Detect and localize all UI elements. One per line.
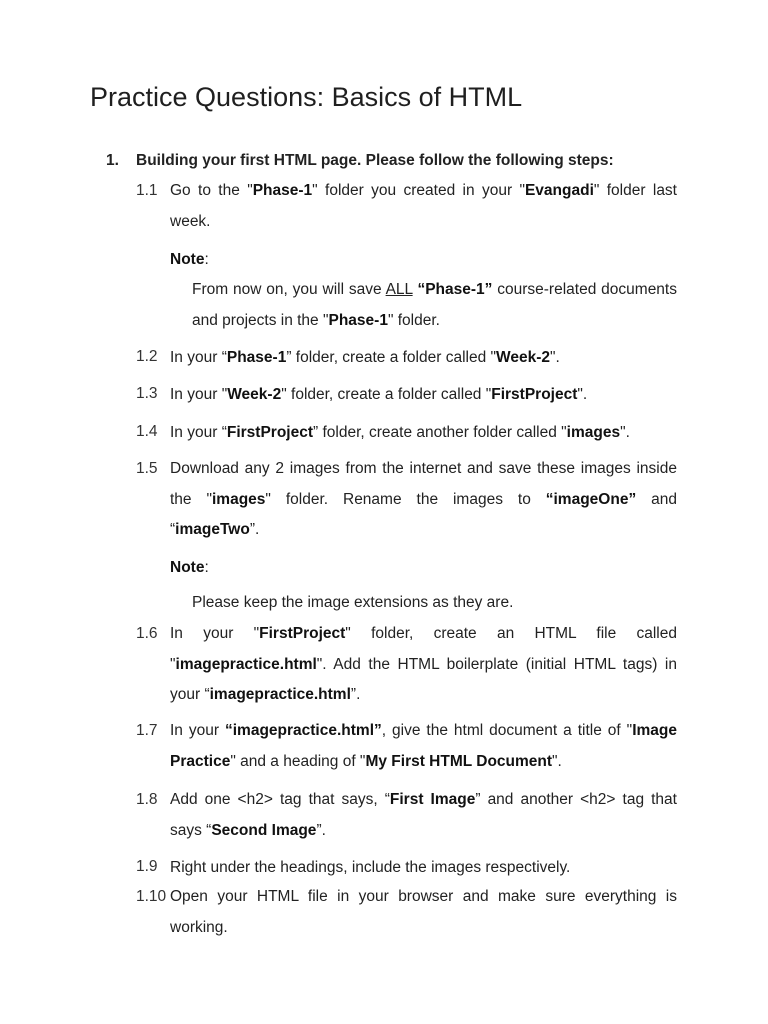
step-text: In your "Week-2" folder, create a folder called "FirstProject". [170, 386, 588, 403]
step-text: Add one <h2> tag that says, “First Image” and another <h2> tag that says “Second Image”. [170, 791, 677, 839]
step-number: 1.8 [136, 791, 158, 808]
note-label: Note: [170, 559, 209, 576]
question-number: 1. [106, 152, 119, 169]
step-number: 1.3 [136, 385, 158, 402]
note-label: Note: [170, 251, 209, 268]
step-number: 1.2 [136, 348, 158, 365]
step-text: In your “imagepractice.html”, give the html document a title of "Image Practice" and a heading of "My First HTML Document". [170, 722, 677, 770]
step-number: 1.4 [136, 423, 158, 440]
step-text: Download any 2 images from the internet and save these images inside the "images" folder. Rename the images to “imageOne” and “imageTwo”. [170, 460, 677, 538]
step-text: Open your HTML file in your browser and make sure everything is working. [170, 888, 677, 936]
step-text: In your “Phase-1” folder, create a folder called "Week-2". [170, 349, 560, 366]
step-text: Right under the headings, include the images respectively. [170, 859, 571, 876]
step-text: Go to the "Phase-1" folder you created in your "Evangadi" folder last week. [170, 182, 677, 230]
step-number: 1.5 [136, 460, 158, 477]
step-number: 1.7 [136, 722, 158, 739]
note-text: From now on, you will save ALL “Phase-1” course-related documents and projects in the "Phase-1" folder. [192, 281, 677, 329]
step-text: In your “FirstProject” folder, create another folder called "images". [170, 424, 630, 441]
step-number: 1.10 [136, 888, 167, 905]
page-title: Practice Questions: Basics of HTML [90, 82, 523, 112]
note-text: Please keep the image extensions as they are. [192, 594, 514, 611]
question-heading: Building your first HTML page. Please follow the following steps: [136, 152, 614, 169]
step-number: 1.1 [136, 182, 158, 199]
step-number: 1.6 [136, 625, 158, 642]
step-number: 1.9 [136, 858, 158, 875]
step-text: In your "FirstProject" folder, create an HTML file called "imagepractice.html". Add the HTML boilerplate (initial HTML tags) in your “imagepractice.html”. [170, 625, 677, 703]
